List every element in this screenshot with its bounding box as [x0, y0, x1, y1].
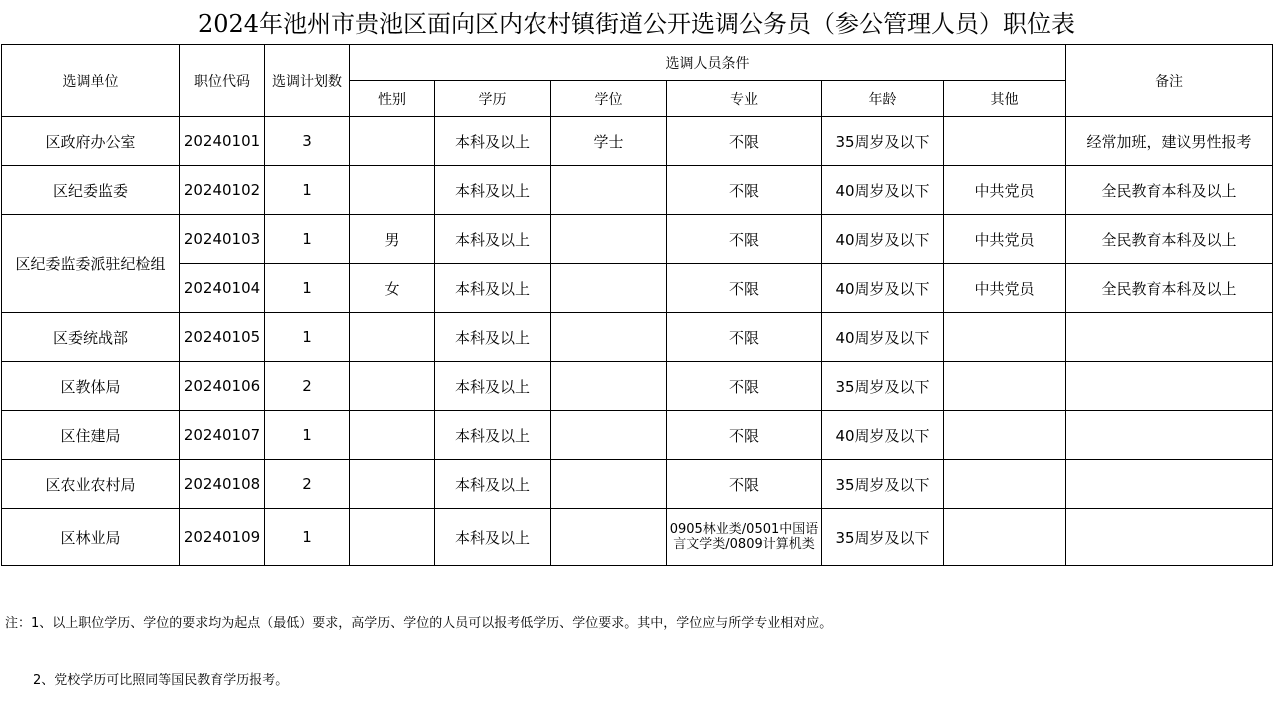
header-conditions: 选调人员条件 [350, 45, 1066, 81]
age-cell: 35周岁及以下 [822, 117, 944, 166]
header-remarks: 备注 [1066, 45, 1273, 117]
table-row [2, 117, 1273, 166]
other-cell: 中共党员 [944, 166, 1066, 215]
education-cell: 本科及以上 [435, 362, 551, 411]
header-degree: 学位 [551, 81, 667, 117]
age-cell: 35周岁及以下 [822, 362, 944, 411]
degree-cell [551, 166, 667, 215]
degree-cell [551, 509, 667, 566]
table-row [2, 313, 1273, 362]
major-cell: 不限 [667, 264, 822, 313]
code-cell: 20240102 [180, 166, 265, 215]
header-major: 专业 [667, 81, 822, 117]
degree-cell [551, 411, 667, 460]
major-cell: 不限 [667, 460, 822, 509]
education-cell: 本科及以上 [435, 313, 551, 362]
other-cell: 中共党员 [944, 264, 1066, 313]
unit-cell: 区教体局 [2, 362, 180, 411]
gender-cell [350, 460, 435, 509]
header-other: 其他 [944, 81, 1066, 117]
position-table [1, 44, 1273, 566]
other-cell [944, 509, 1066, 566]
notes [5, 576, 832, 709]
education-cell: 本科及以上 [435, 411, 551, 460]
degree-cell [551, 362, 667, 411]
plan-cell: 1 [265, 411, 350, 460]
code-cell: 20240108 [180, 460, 265, 509]
gender-cell [350, 509, 435, 566]
plan-cell: 2 [265, 460, 350, 509]
header-plan: 选调计划数 [265, 45, 350, 117]
gender-cell [350, 411, 435, 460]
gender-cell [350, 313, 435, 362]
education-cell: 本科及以上 [435, 117, 551, 166]
education-cell: 本科及以上 [435, 264, 551, 313]
remarks-cell: 全民教育本科及以上 [1066, 215, 1273, 264]
gender-cell [350, 117, 435, 166]
unit-cell: 区住建局 [2, 411, 180, 460]
table-row [2, 411, 1273, 460]
age-cell: 40周岁及以下 [822, 264, 944, 313]
remarks-cell [1066, 509, 1273, 566]
code-cell: 20240103 [180, 215, 265, 264]
unit-cell: 区政府办公室 [2, 117, 180, 166]
major-cell: 不限 [667, 411, 822, 460]
other-cell [944, 411, 1066, 460]
remarks-cell [1066, 313, 1273, 362]
education-cell: 本科及以上 [435, 509, 551, 566]
remarks-cell [1066, 362, 1273, 411]
other-cell [944, 460, 1066, 509]
gender-cell [350, 166, 435, 215]
header-education: 学历 [435, 81, 551, 117]
table-row [2, 362, 1273, 411]
other-cell [944, 362, 1066, 411]
remarks-cell: 经常加班，建议男性报考 [1066, 117, 1273, 166]
remarks-cell: 全民教育本科及以上 [1066, 166, 1273, 215]
major-cell: 不限 [667, 117, 822, 166]
table-row [2, 166, 1273, 215]
education-cell: 本科及以上 [435, 460, 551, 509]
major-cell: 不限 [667, 215, 822, 264]
note-line-1: 注：1、以上职位学历、学位的要求均为起点（最低）要求，高学历、学位的人员可以报考低学历、学位要求。其中，学位应与所学专业相对应。 [5, 616, 833, 631]
code-cell: 20240109 [180, 509, 265, 566]
plan-cell: 1 [265, 509, 350, 566]
other-cell: 中共党员 [944, 215, 1066, 264]
other-cell [944, 117, 1066, 166]
degree-cell [551, 460, 667, 509]
code-cell: 20240106 [180, 362, 265, 411]
table-row [2, 215, 1273, 264]
remarks-cell [1066, 460, 1273, 509]
education-cell: 本科及以上 [435, 215, 551, 264]
plan-cell: 1 [265, 166, 350, 215]
code-cell: 20240104 [180, 264, 265, 313]
table-row [2, 509, 1273, 566]
header-gender: 性别 [350, 81, 435, 117]
degree-cell [551, 264, 667, 313]
major-cell: 不限 [667, 313, 822, 362]
gender-cell: 女 [350, 264, 435, 313]
major-cell: 不限 [667, 166, 822, 215]
unit-cell: 区委统战部 [2, 313, 180, 362]
unit-cell: 区纪委监委 [2, 166, 180, 215]
age-cell: 35周岁及以下 [822, 460, 944, 509]
age-cell: 40周岁及以下 [822, 215, 944, 264]
unit-cell: 区纪委监委派驻纪检组 [2, 215, 180, 313]
age-cell: 40周岁及以下 [822, 166, 944, 215]
plan-cell: 1 [265, 313, 350, 362]
degree-cell: 学士 [551, 117, 667, 166]
table-row [2, 264, 1273, 313]
plan-cell: 3 [265, 117, 350, 166]
header-row-1 [2, 45, 1273, 81]
degree-cell [551, 215, 667, 264]
major-cell: 不限 [667, 362, 822, 411]
gender-cell: 男 [350, 215, 435, 264]
table-row [2, 460, 1273, 509]
plan-cell: 1 [265, 215, 350, 264]
degree-cell [551, 313, 667, 362]
education-cell: 本科及以上 [435, 166, 551, 215]
code-cell: 20240105 [180, 313, 265, 362]
major-cell: 0905林业类/0501中国语言文学类/0809计算机类 [667, 509, 822, 566]
age-cell: 40周岁及以下 [822, 313, 944, 362]
unit-cell: 区林业局 [2, 509, 180, 566]
header-age: 年龄 [822, 81, 944, 117]
header-unit: 选调单位 [2, 45, 180, 117]
age-cell: 40周岁及以下 [822, 411, 944, 460]
code-cell: 20240101 [180, 117, 265, 166]
remarks-cell [1066, 411, 1273, 460]
code-cell: 20240107 [180, 411, 265, 460]
gender-cell [350, 362, 435, 411]
remarks-cell: 全民教育本科及以上 [1066, 264, 1273, 313]
page-title: 2024年池州市贵池区面向区内农村镇街道公开选调公务员（参公管理人员）职位表 [197, 10, 1076, 38]
note-line-2: 2、党校学历可比照同等国民教育学历报考。 [33, 673, 289, 688]
plan-cell: 2 [265, 362, 350, 411]
age-cell: 35周岁及以下 [822, 509, 944, 566]
unit-cell: 区农业农村局 [2, 460, 180, 509]
other-cell [944, 313, 1066, 362]
header-code: 职位代码 [180, 45, 265, 117]
plan-cell: 1 [265, 264, 350, 313]
